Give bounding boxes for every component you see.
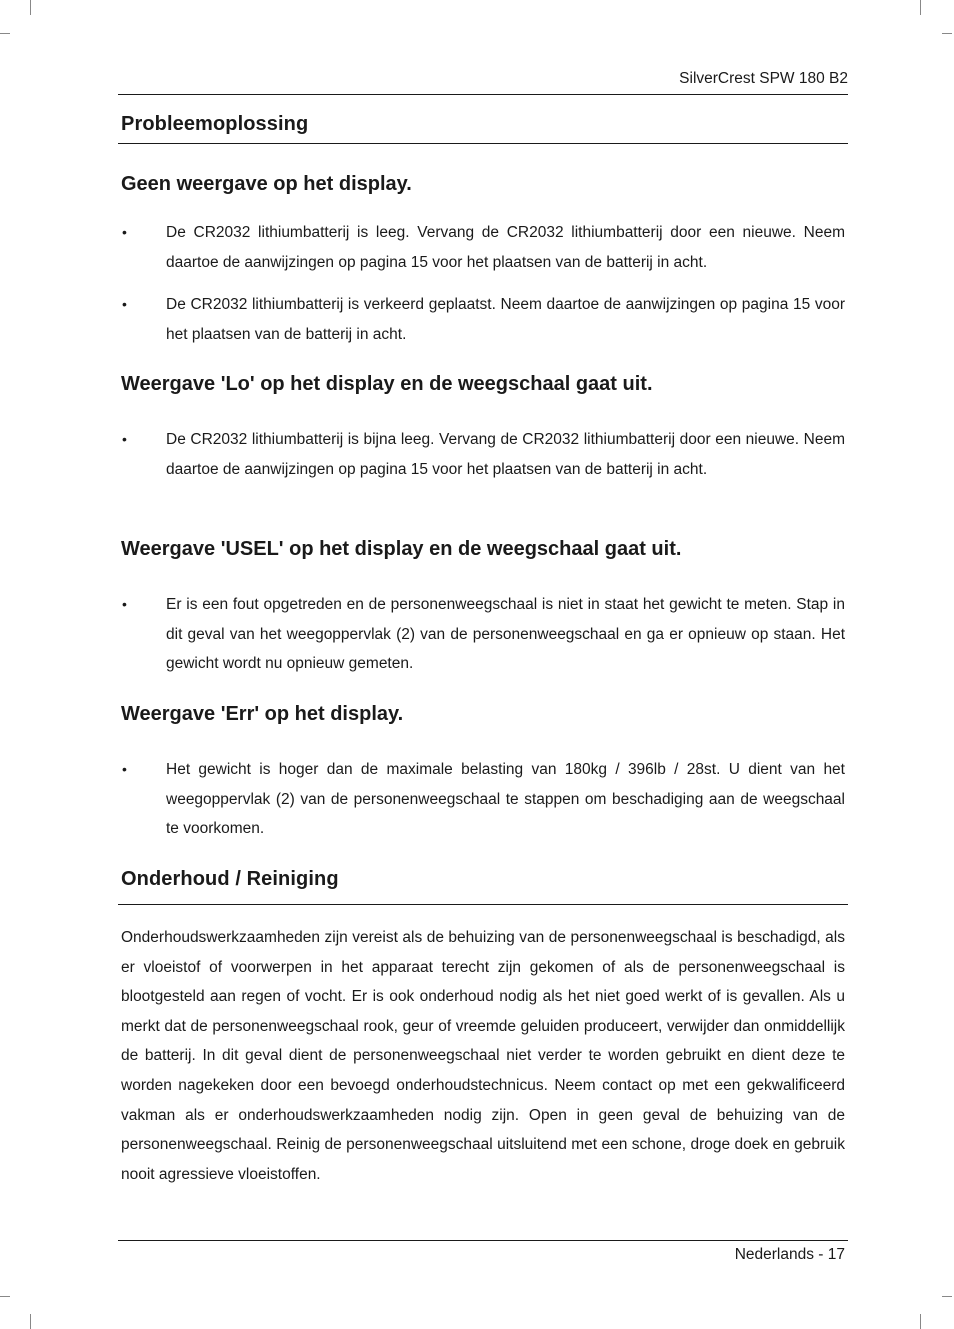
- section-rule: [118, 904, 848, 905]
- crop-mark: [0, 33, 10, 34]
- crop-mark: [942, 1296, 952, 1297]
- bullet-icon: •: [122, 296, 127, 312]
- section-title-troubleshooting: Probleemoplossing: [121, 113, 309, 135]
- list-item: [118, 755, 845, 844]
- running-header: SilverCrest SPW 180 B2: [679, 70, 848, 87]
- list-item-text: Er is een fout opgetreden en de personenweegschaal is niet in staat het gewicht te meten. Stap in dit geval van het weegoppervlak (2) van de personenweegschaal en ga er opnieuw op staan. Het gewicht wordt nu opnieuw gemeten.: [166, 596, 845, 673]
- list-item: [118, 290, 845, 349]
- maintenance-paragraph: Onderhoudswerkzaamheden zijn vereist als de behuizing van de personenweegschaal is beschadigd, als er vloeistof of voorwerpen in het apparaat terecht zijn gekomen of als de personenweegschaal is blootgesteld aan regen of vocht. Er is ook onderhoud nodig als het niet goed werkt of is gevallen. Als u merkt dat de personenweegschaal rook, geur of vreemde geluiden produceert, verwijder dan onmiddellijk de batterij. In dit geval dient de personenweegschaal niet verder te worden gebruikt en dient deze te worden nagekeken door een bevoegd onderhoudstechnicus. Neem contact op met een gekwalificeerd vakman als er onderhoudswerkzaamheden nodig zijn. Open in geen geval de behuizing van de personenweegschaal. Reinig de personenweegschaal uitsluitend met een schone, droge doek en gebruik nooit agressieve vloeistoffen.: [121, 929, 845, 1183]
- footer-rule: [118, 1240, 848, 1241]
- list-item-text: Het gewicht is hoger dan de maximale belasting van 180kg / 396lb / 28st. U dient van het weegoppervlak (2) van de personenweegschaal te stappen om beschadiging aan de weegschaal te voorkomen.: [166, 761, 845, 838]
- section-title-maintenance: Onderhoud / Reiniging: [121, 868, 339, 890]
- subsection-title-usel: Weergave 'USEL' op het display en de weegschaal gaat uit.: [121, 538, 682, 560]
- list-item: [118, 218, 845, 277]
- subsection-title-err: Weergave 'Err' op het display.: [121, 703, 404, 725]
- bullet-icon: •: [122, 761, 127, 777]
- list-item-text: De CR2032 lithiumbatterij is bijna leeg. Vervang de CR2032 lithiumbatterij door een nieuwe. Neem daartoe de aanwijzingen op pagina 15 voor het plaatsen van de batterij in acht.: [166, 431, 845, 478]
- crop-mark: [942, 33, 952, 34]
- subsection-title-lo: Weergave 'Lo' op het display en de weegschaal gaat uit.: [121, 373, 653, 395]
- bullet-icon: •: [122, 224, 127, 240]
- crop-mark: [920, 0, 921, 15]
- subsection-title-no-display: Geen weergave op het display.: [121, 173, 412, 195]
- list-item-text: De CR2032 lithiumbatterij is verkeerd geplaatst. Neem daartoe de aanwijzingen op pagina 15 voor het plaatsen van de batterij in acht.: [166, 296, 845, 343]
- list-item: [118, 425, 845, 484]
- header-rule: [118, 94, 848, 95]
- list-item-text: De CR2032 lithiumbatterij is leeg. Vervang de CR2032 lithiumbatterij door een nieuwe. Neem daartoe de aanwijzingen op pagina 15 voor het plaatsen van de batterij in acht.: [166, 224, 845, 271]
- crop-mark: [920, 1314, 921, 1329]
- list-item: [118, 590, 845, 679]
- bullet-icon: •: [122, 596, 127, 612]
- crop-mark: [30, 0, 31, 15]
- page-number: Nederlands - 17: [734, 1246, 845, 1263]
- bullet-icon: •: [122, 431, 127, 447]
- crop-mark: [30, 1314, 31, 1329]
- crop-mark: [0, 1296, 10, 1297]
- section-rule: [118, 143, 848, 144]
